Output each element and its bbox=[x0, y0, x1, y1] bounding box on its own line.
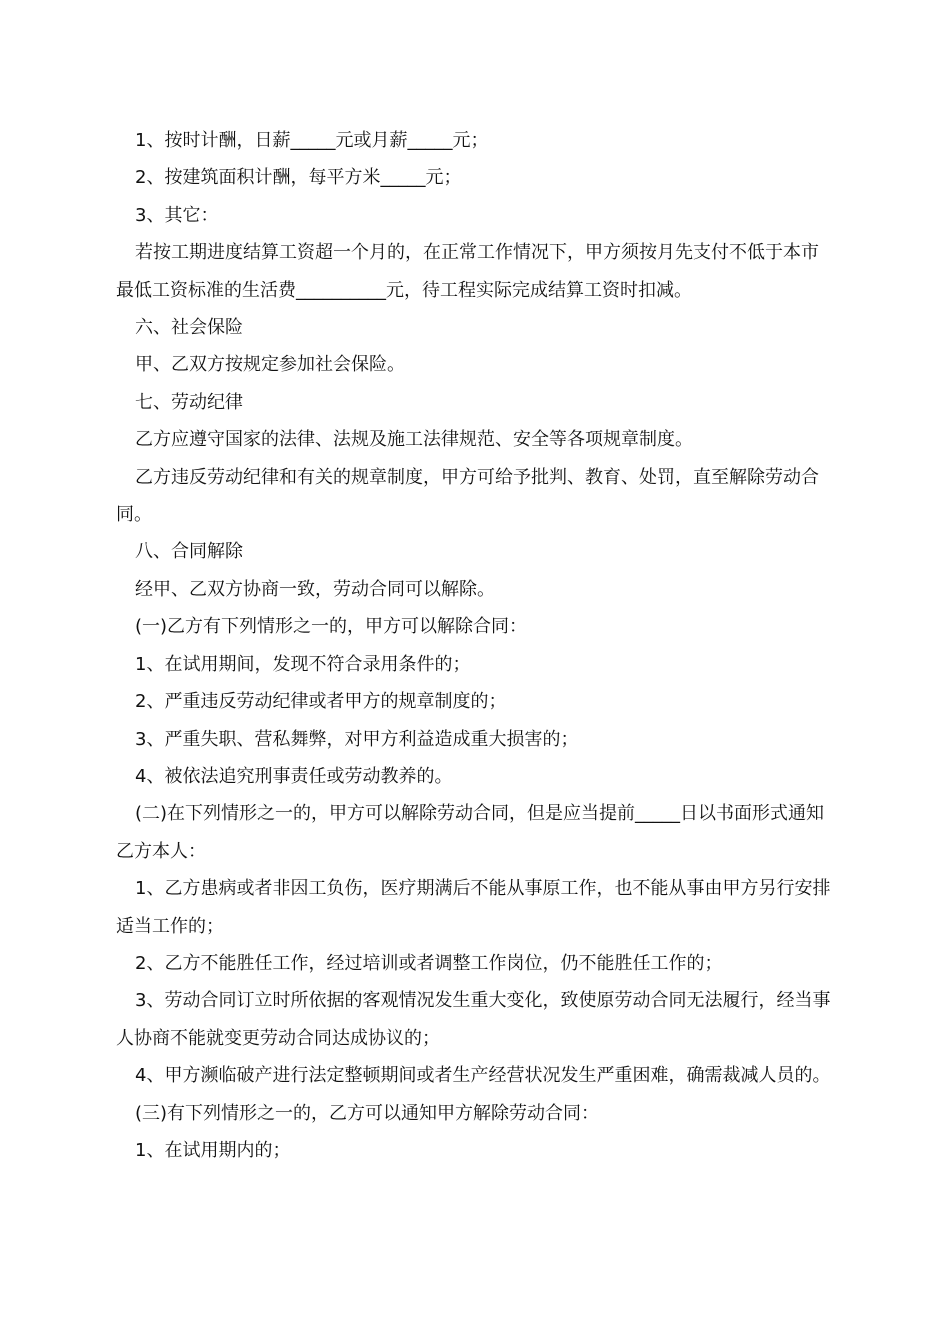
social-insurance-paragraph: 甲、乙双方按规定参加社会保险。 bbox=[135, 354, 405, 376]
mutual-termination-paragraph: 经甲、乙双方协商一致，劳动合同可以解除。 bbox=[135, 578, 495, 600]
section-heading-contract-termination: 八、合同解除 bbox=[135, 541, 243, 563]
list-item: 2、严重违反劳动纪律或者甲方的规章制度的； bbox=[135, 691, 507, 713]
list-item: 1、在试用期内的； bbox=[135, 1139, 291, 1161]
clause-heading-employer-termination: (一)乙方有下列情形之一的，甲方可以解除合同： bbox=[135, 616, 528, 638]
list-item: 1、乙方患病或者非因工负伤，医疗期满后不能从事原工作，也不能从事由甲方另行安排适当工作的； bbox=[116, 878, 831, 937]
clause-heading-notice-termination: (二)在下列情形之一的，甲方可以解除劳动合同，但是应当提前_____日以书面形式通知乙方本人： bbox=[116, 803, 825, 862]
section-heading-social-insurance: 六、社会保险 bbox=[135, 317, 243, 339]
clause-heading-employee-termination: (三)有下列情形之一的，乙方可以通知甲方解除劳动合同： bbox=[135, 1102, 600, 1124]
discipline-compliance-paragraph: 乙方应遵守国家的法律、法规及施工法律规范、安全等各项规章制度。 bbox=[135, 429, 693, 451]
living-allowance-paragraph: 若按工期进度结算工资超一个月的，在正常工作情况下，甲方须按月先支付不低于本市最低工资标准的生活费__________元，待工程实际完成结算工资时扣减。 bbox=[116, 242, 819, 301]
pay-hourly-item: 1、按时计酬，日薪_____元或月薪_____元； bbox=[135, 130, 489, 151]
list-item: 4、被依法追究刑事责任或劳动教养的。 bbox=[135, 765, 453, 787]
list-item: 3、严重失职、营私舞弊，对甲方利益造成重大损害的； bbox=[135, 728, 579, 750]
discipline-violation-paragraph: 乙方违反劳动纪律和有关的规章制度，甲方可给予批判、教育、处罚，直至解除劳动合同。 bbox=[116, 466, 819, 526]
document-body bbox=[116, 122, 836, 1169]
pay-other-item: 3、其它： bbox=[135, 204, 219, 226]
list-item: 4、甲方濒临破产进行法定整顿期间或者生产经营状况发生严重困难，确需裁减人员的。 bbox=[135, 1065, 831, 1087]
list-item: 2、乙方不能胜任工作，经过培训或者调整工作岗位，仍不能胜任工作的； bbox=[135, 952, 723, 974]
section-heading-labor-discipline: 七、劳动纪律 bbox=[135, 391, 243, 413]
list-item: 3、劳动合同订立时所依据的客观情况发生重大变化，致使原劳动合同无法履行，经当事人协商不能就变更劳动合同达成协议的； bbox=[116, 990, 831, 1049]
list-item: 1、在试用期间，发现不符合录用条件的； bbox=[135, 653, 471, 675]
pay-area-item: 2、按建筑面积计酬，每平方米_____元； bbox=[135, 167, 462, 189]
